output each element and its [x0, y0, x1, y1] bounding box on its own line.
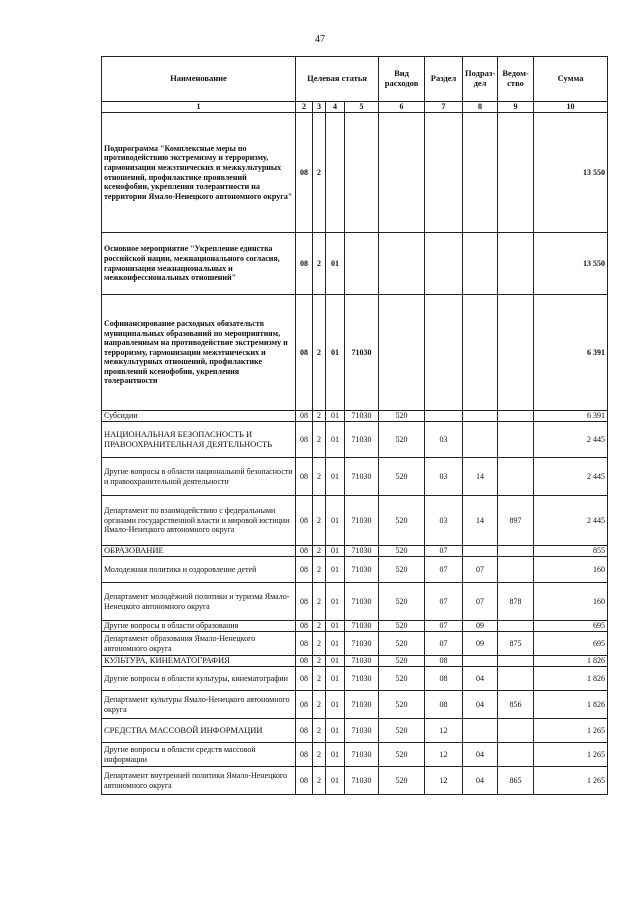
- amount: 1 265: [534, 743, 608, 767]
- amount: 855: [534, 546, 608, 557]
- target-article-part-2: 2: [313, 667, 326, 691]
- target-article-part-3: 01: [326, 458, 345, 496]
- expense-type: 520: [379, 656, 425, 667]
- department: [498, 422, 534, 458]
- department: [498, 743, 534, 767]
- table-row: [102, 422, 608, 458]
- column-number: 1: [102, 102, 296, 113]
- target-article-part-4: 71030: [345, 295, 379, 411]
- expense-type: 520: [379, 496, 425, 546]
- row-name: КУЛЬТУРА, КИНЕМАТОГРАФИЯ: [102, 656, 296, 667]
- table-body: [102, 113, 608, 795]
- target-article-part-1: 08: [296, 667, 313, 691]
- target-article-part-4: 71030: [345, 496, 379, 546]
- column-number: 4: [326, 102, 345, 113]
- amount: 695: [534, 621, 608, 632]
- department: [498, 113, 534, 233]
- row-name: Субсидии: [102, 411, 296, 422]
- column-number: 8: [463, 102, 498, 113]
- section: 08: [425, 656, 463, 667]
- target-article-part-1: 08: [296, 546, 313, 557]
- expense-type: 520: [379, 422, 425, 458]
- subsection: [463, 422, 498, 458]
- amount: 6 391: [534, 295, 608, 411]
- subsection: 04: [463, 667, 498, 691]
- target-article-part-2: 2: [313, 233, 326, 295]
- table-row: [102, 113, 608, 233]
- department: [498, 546, 534, 557]
- target-article-part-3: 01: [326, 557, 345, 583]
- row-name: Департамент внутренней политики Ямало-Ненецкого автономного округа: [102, 767, 296, 795]
- section: [425, 113, 463, 233]
- target-article-part-4: 71030: [345, 743, 379, 767]
- target-article-part-1: 08: [296, 583, 313, 621]
- target-article-part-1: 08: [296, 632, 313, 656]
- amount: 1 826: [534, 667, 608, 691]
- subsection: [463, 656, 498, 667]
- table-row: [102, 583, 608, 621]
- expense-type: 520: [379, 557, 425, 583]
- subsection: 14: [463, 458, 498, 496]
- section: 07: [425, 557, 463, 583]
- table-row: [102, 496, 608, 546]
- amount: 695: [534, 632, 608, 656]
- target-article-part-4: 71030: [345, 767, 379, 795]
- page-number: 47: [315, 34, 325, 45]
- table-row: [102, 719, 608, 743]
- amount: 1 265: [534, 767, 608, 795]
- subsection: 07: [463, 583, 498, 621]
- section: [425, 233, 463, 295]
- target-article-part-1: 08: [296, 767, 313, 795]
- row-name: Департамент молодёжной политики и туризма Ямало-Ненецкого автономного округа: [102, 583, 296, 621]
- header-amount: Сумма: [534, 57, 608, 102]
- target-article-part-4: 71030: [345, 719, 379, 743]
- target-article-part-3: 01: [326, 767, 345, 795]
- table-row: [102, 546, 608, 557]
- target-article-part-1: 08: [296, 458, 313, 496]
- target-article-part-2: 2: [313, 546, 326, 557]
- section: 03: [425, 422, 463, 458]
- header-row: [102, 57, 608, 102]
- target-article-part-4: 71030: [345, 546, 379, 557]
- target-article-part-3: 01: [326, 691, 345, 719]
- target-article-part-1: 08: [296, 691, 313, 719]
- section: 07: [425, 583, 463, 621]
- row-name: ОБРАЗОВАНИЕ: [102, 546, 296, 557]
- department: 897: [498, 496, 534, 546]
- target-article-part-1: 08: [296, 411, 313, 422]
- amount: 1 826: [534, 656, 608, 667]
- column-number: 2: [296, 102, 313, 113]
- target-article-part-2: 2: [313, 632, 326, 656]
- section: 08: [425, 691, 463, 719]
- row-name: Другие вопросы в области культуры, кинематографии: [102, 667, 296, 691]
- target-article-part-2: 2: [313, 719, 326, 743]
- target-article-part-1: 08: [296, 295, 313, 411]
- header-expense-type: Вид расходов: [379, 57, 425, 102]
- target-article-part-3: 01: [326, 422, 345, 458]
- table-row: [102, 621, 608, 632]
- target-article-part-4: [345, 233, 379, 295]
- section: 12: [425, 743, 463, 767]
- amount: 160: [534, 583, 608, 621]
- target-article-part-4: 71030: [345, 411, 379, 422]
- department: [498, 411, 534, 422]
- target-article-part-1: 08: [296, 557, 313, 583]
- row-name: СРЕДСТВА МАССОВОЙ ИНФОРМАЦИИ: [102, 719, 296, 743]
- expense-type: 520: [379, 546, 425, 557]
- amount: 2 445: [534, 458, 608, 496]
- expense-type: 520: [379, 691, 425, 719]
- target-article-part-3: 01: [326, 583, 345, 621]
- row-name: Основное мероприятие "Укрепление единства российской нации, межнационального согласия, гармонизация межнациональных и межконфессиональных отношений": [102, 233, 296, 295]
- target-article-part-4: 71030: [345, 621, 379, 632]
- target-article-part-4: 71030: [345, 422, 379, 458]
- target-article-part-1: 08: [296, 743, 313, 767]
- expense-type: 520: [379, 667, 425, 691]
- section: 08: [425, 667, 463, 691]
- target-article-part-2: 2: [313, 496, 326, 546]
- department: 875: [498, 632, 534, 656]
- target-article-part-3: 01: [326, 546, 345, 557]
- subsection: [463, 719, 498, 743]
- subsection: [463, 546, 498, 557]
- target-article-part-2: 2: [313, 583, 326, 621]
- department: [498, 621, 534, 632]
- table-row: [102, 233, 608, 295]
- expense-type: 520: [379, 719, 425, 743]
- target-article-part-3: 01: [326, 621, 345, 632]
- target-article-part-1: 08: [296, 113, 313, 233]
- row-name: Подпрограмма "Комплексные меры по противодействию экстремизму и терроризму, гармонизации межэтнических и межкультурных отношений, профилактике проявлений ксенофобии, укрепления толерантности на территории Ямало-Ненецкого автономного округа": [102, 113, 296, 233]
- subsection: 04: [463, 767, 498, 795]
- subsection: [463, 233, 498, 295]
- target-article-part-2: 2: [313, 422, 326, 458]
- department: [498, 458, 534, 496]
- row-name: НАЦИОНАЛЬНАЯ БЕЗОПАСНОСТЬ И ПРАВООХРАНИТЕЛЬНАЯ ДЕЯТЕЛЬНОСТЬ: [102, 422, 296, 458]
- target-article-part-3: 01: [326, 743, 345, 767]
- column-number: 3: [313, 102, 326, 113]
- table-row: [102, 743, 608, 767]
- section: 12: [425, 719, 463, 743]
- target-article-part-1: 08: [296, 656, 313, 667]
- column-number: 6: [379, 102, 425, 113]
- subsection: 09: [463, 621, 498, 632]
- target-article-part-4: 71030: [345, 656, 379, 667]
- target-article-part-1: 08: [296, 422, 313, 458]
- section: 03: [425, 458, 463, 496]
- column-number: 10: [534, 102, 608, 113]
- target-article-part-2: 2: [313, 743, 326, 767]
- target-article-part-1: 08: [296, 621, 313, 632]
- header-subsection: Подраз-дел: [463, 57, 498, 102]
- target-article-part-3: 01: [326, 496, 345, 546]
- target-article-part-2: 2: [313, 411, 326, 422]
- column-number: 5: [345, 102, 379, 113]
- table-row: [102, 295, 608, 411]
- department: [498, 295, 534, 411]
- target-article-part-1: 08: [296, 496, 313, 546]
- amount: 1 826: [534, 691, 608, 719]
- amount: 2 445: [534, 496, 608, 546]
- department: [498, 667, 534, 691]
- target-article-part-3: 01: [326, 233, 345, 295]
- target-article-part-4: [345, 113, 379, 233]
- expense-type: 520: [379, 583, 425, 621]
- table-row: [102, 767, 608, 795]
- target-article-part-2: 2: [313, 113, 326, 233]
- target-article-part-2: 2: [313, 691, 326, 719]
- section: 07: [425, 632, 463, 656]
- department: [498, 557, 534, 583]
- department: 865: [498, 767, 534, 795]
- amount: 13 550: [534, 233, 608, 295]
- target-article-part-4: 71030: [345, 557, 379, 583]
- table-row: [102, 632, 608, 656]
- department: [498, 656, 534, 667]
- amount: 1 265: [534, 719, 608, 743]
- target-article-part-2: 2: [313, 557, 326, 583]
- subsection: 07: [463, 557, 498, 583]
- row-name: Софинансирование расходных обязательств муниципальных образований по мероприятиям, направленным на противодействие экстремизму и терроризму, гармонизации межэтнических и межкультурных отношений, профилактике проявлений ксенофобии, укрепления толерантности: [102, 295, 296, 411]
- target-article-part-2: 2: [313, 458, 326, 496]
- target-article-part-1: 08: [296, 719, 313, 743]
- subsection: [463, 113, 498, 233]
- table-row: [102, 557, 608, 583]
- subsection: 04: [463, 743, 498, 767]
- section: 07: [425, 546, 463, 557]
- expense-type: 520: [379, 411, 425, 422]
- column-number: 9: [498, 102, 534, 113]
- row-name: Департамент по взаимодействию с федеральными органами государственной власти и мировой юстиции Ямало-Ненецкого автономного округа: [102, 496, 296, 546]
- department: 856: [498, 691, 534, 719]
- target-article-part-1: 08: [296, 233, 313, 295]
- amount: 160: [534, 557, 608, 583]
- section: [425, 411, 463, 422]
- amount: 2 445: [534, 422, 608, 458]
- department: [498, 233, 534, 295]
- target-article-part-4: 71030: [345, 691, 379, 719]
- expense-type: [379, 295, 425, 411]
- target-article-part-3: 01: [326, 667, 345, 691]
- target-article-part-3: 01: [326, 632, 345, 656]
- column-number: 7: [425, 102, 463, 113]
- expense-type: [379, 113, 425, 233]
- target-article-part-3: 01: [326, 719, 345, 743]
- subsection: [463, 411, 498, 422]
- subsection: [463, 295, 498, 411]
- target-article-part-4: 71030: [345, 458, 379, 496]
- amount: 6 391: [534, 411, 608, 422]
- expense-type: 520: [379, 743, 425, 767]
- header-department: Ведом-ство: [498, 57, 534, 102]
- expense-type: 520: [379, 621, 425, 632]
- expense-type: 520: [379, 632, 425, 656]
- budget-table: [101, 56, 608, 795]
- table-row: [102, 691, 608, 719]
- target-article-part-4: 71030: [345, 667, 379, 691]
- subsection: 04: [463, 691, 498, 719]
- target-article-part-3: 01: [326, 411, 345, 422]
- target-article-part-3: [326, 113, 345, 233]
- header-section: Раздел: [425, 57, 463, 102]
- target-article-part-2: 2: [313, 767, 326, 795]
- expense-type: 520: [379, 767, 425, 795]
- target-article-part-2: 2: [313, 295, 326, 411]
- table-row: [102, 411, 608, 422]
- department: 878: [498, 583, 534, 621]
- row-name: Другие вопросы в области образования: [102, 621, 296, 632]
- section: 07: [425, 621, 463, 632]
- subsection: 09: [463, 632, 498, 656]
- row-name: Департамент образования Ямало-Ненецкого автономного округа: [102, 632, 296, 656]
- subsection: 14: [463, 496, 498, 546]
- target-article-part-4: 71030: [345, 583, 379, 621]
- target-article-part-3: 01: [326, 656, 345, 667]
- row-name: Другие вопросы в области национальной безопасности и правоохранительной деятельности: [102, 458, 296, 496]
- section: 03: [425, 496, 463, 546]
- table-row: [102, 656, 608, 667]
- column-number-row: [102, 102, 608, 113]
- amount: 13 550: [534, 113, 608, 233]
- expense-type: [379, 233, 425, 295]
- row-name: Другие вопросы в области средств массовой информации: [102, 743, 296, 767]
- table-row: [102, 667, 608, 691]
- target-article-part-4: 71030: [345, 632, 379, 656]
- section: 12: [425, 767, 463, 795]
- target-article-part-2: 2: [313, 621, 326, 632]
- header-name: Наименование: [102, 57, 296, 102]
- target-article-part-3: 01: [326, 295, 345, 411]
- expense-type: 520: [379, 458, 425, 496]
- row-name: Департамент культуры Ямало-Ненецкого автономного округа: [102, 691, 296, 719]
- table-row: [102, 458, 608, 496]
- header-target-article: Целевая статья: [296, 57, 379, 102]
- department: [498, 719, 534, 743]
- target-article-part-2: 2: [313, 656, 326, 667]
- section: [425, 295, 463, 411]
- row-name: Молодежная политика и оздоровление детей: [102, 557, 296, 583]
